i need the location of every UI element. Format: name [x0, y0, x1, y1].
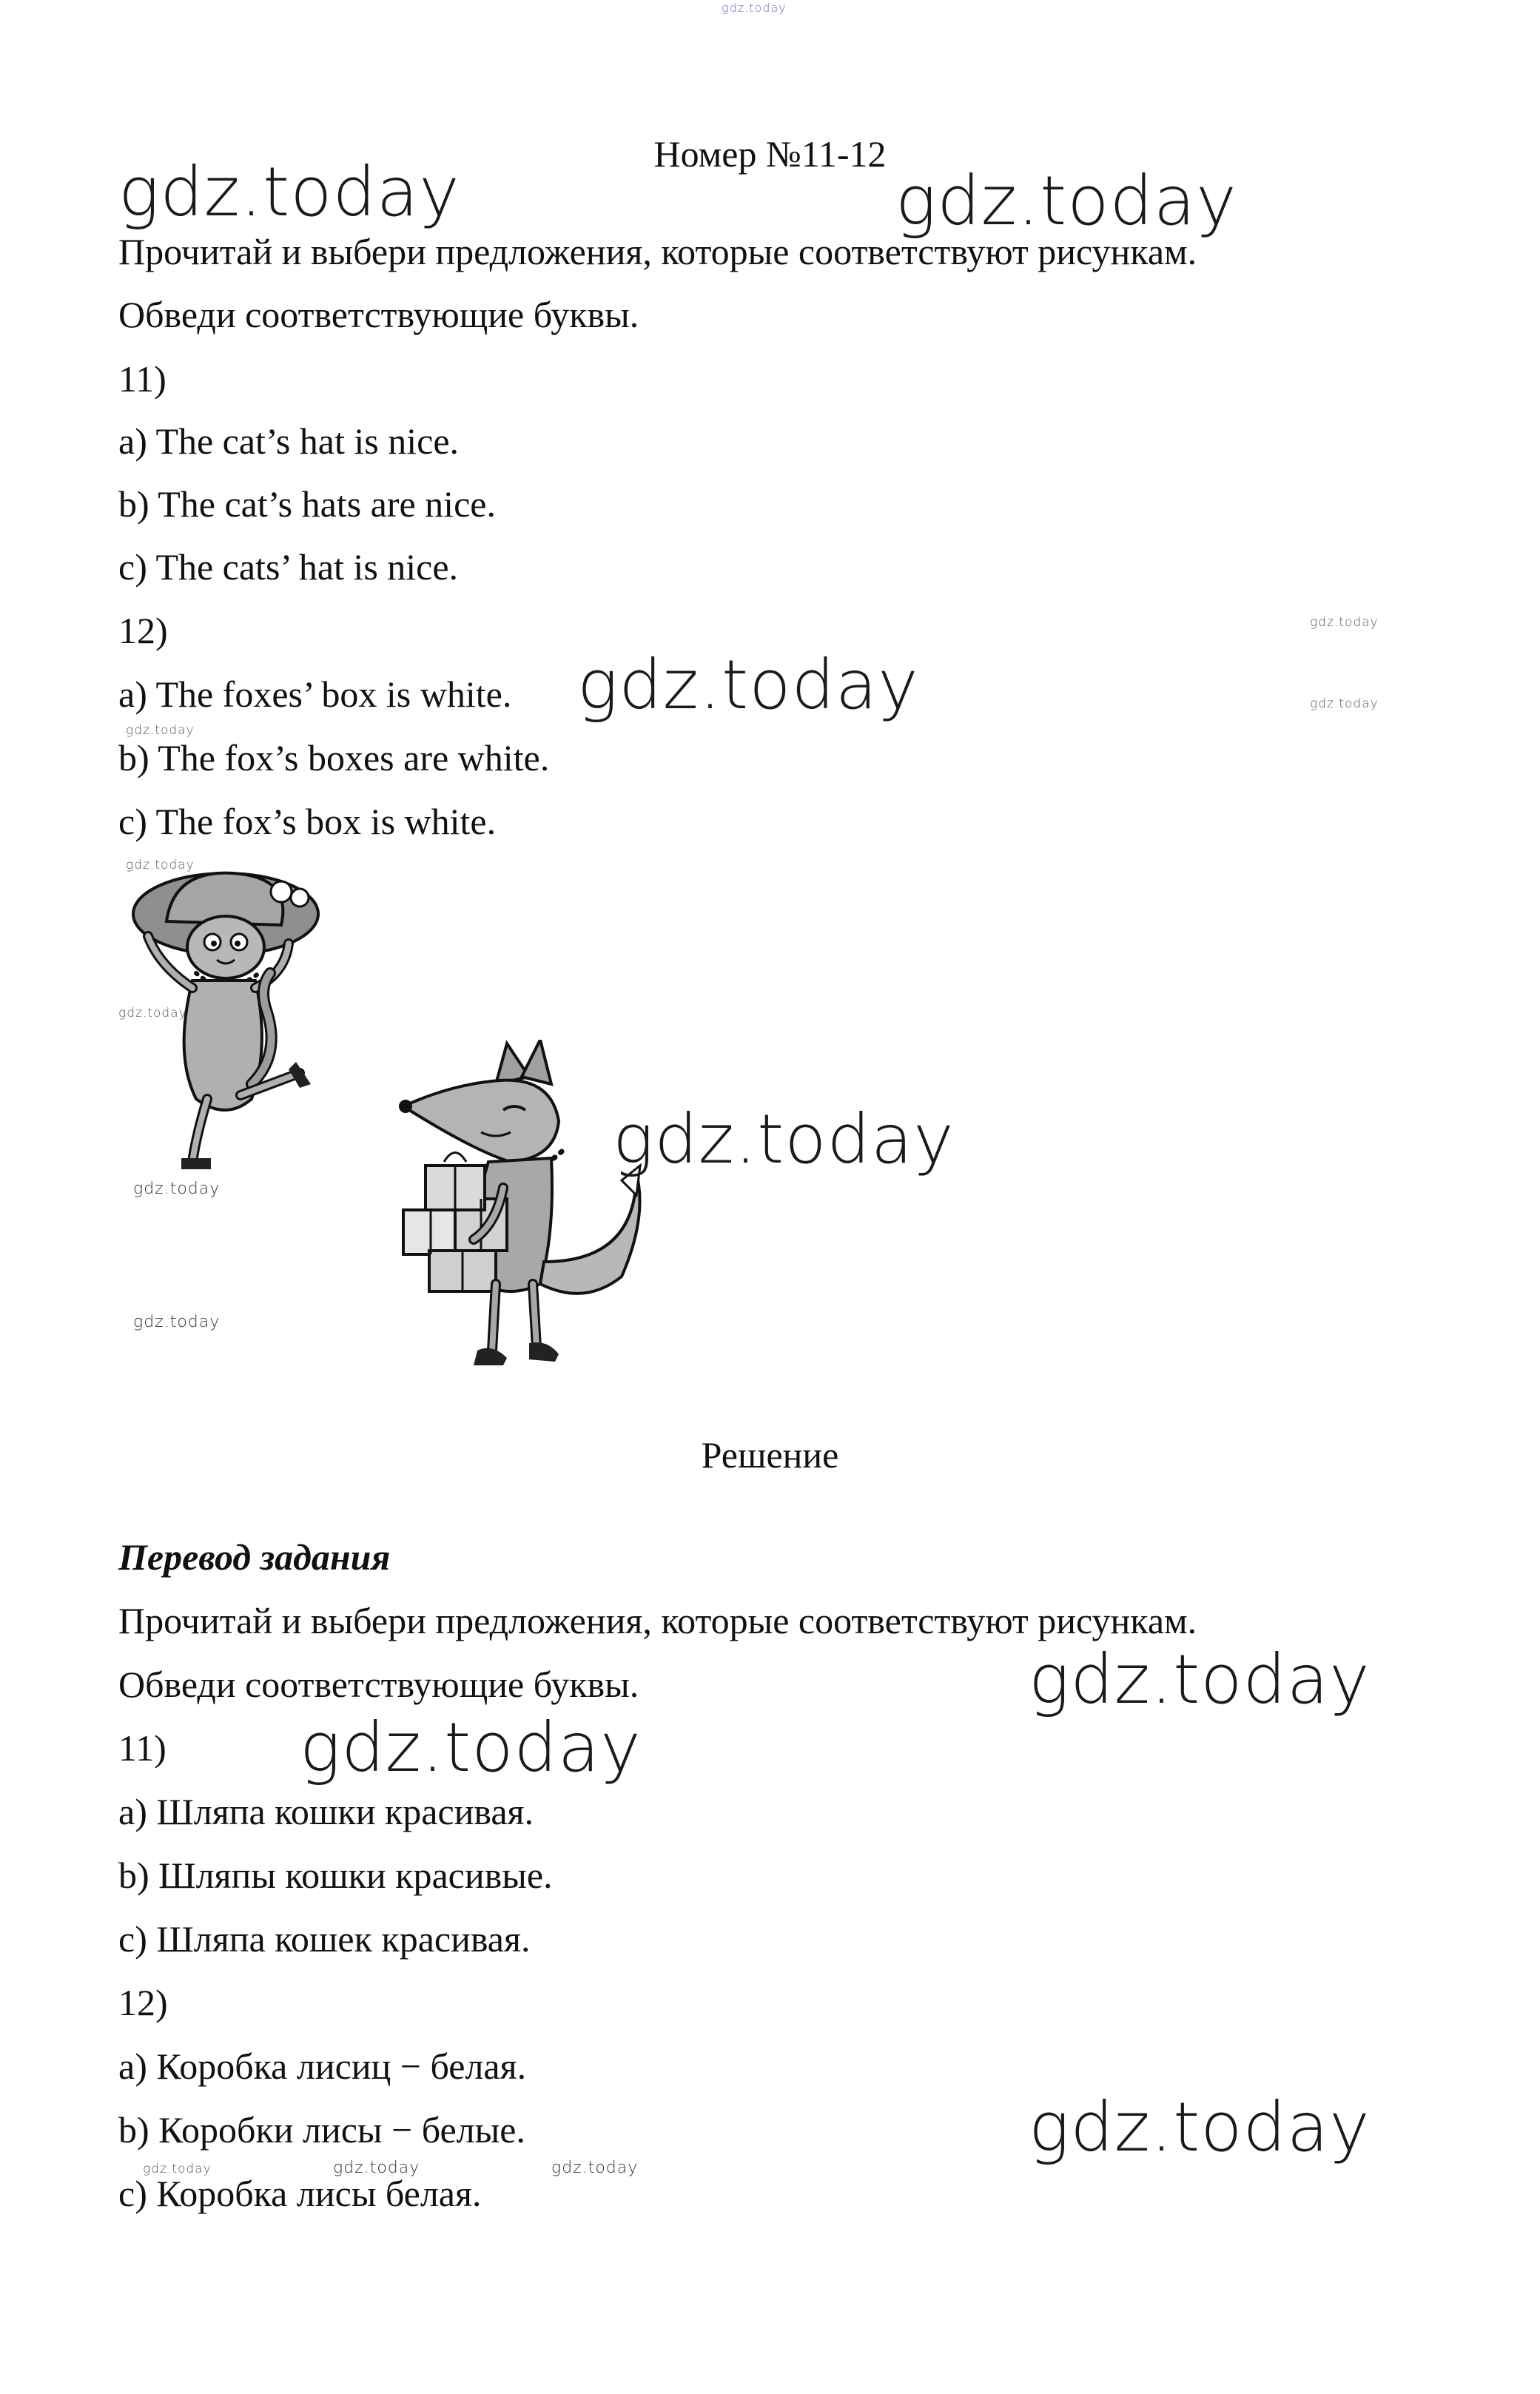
translation-question-12-option-c: c) Коробка лисы белая. — [118, 2173, 482, 2214]
translation-question-12-label: 12) — [118, 1982, 168, 2023]
translation-question-12-option-a: a) Коробка лисиц − белая. — [118, 2045, 527, 2087]
watermark: gdz.today — [613, 1100, 955, 1179]
watermark: gdz.today — [126, 858, 195, 872]
watermark: gdz.today — [1310, 615, 1379, 630]
translation-instruction-line-2: Обведи соответствующие буквы. — [118, 1664, 639, 1705]
watermark: gdz.today — [1029, 1640, 1371, 1719]
watermark-top: gdz.today — [722, 1, 787, 15]
question-12-option-c: c) The fox’s box is white. — [118, 801, 497, 842]
translation-instruction-line-1: Прочитай и выбери предложения, которые соответствуют рисункам. — [118, 1600, 1197, 1641]
translation-question-11-label: 11) — [118, 1727, 167, 1769]
translation-question-11-option-c: c) Шляпа кошек красивая. — [118, 1918, 531, 1960]
watermark: gdz.today — [1029, 2088, 1371, 2167]
question-11-option-b: b) The cat’s hats are nice. — [118, 483, 496, 525]
watermark: gdz.today — [895, 161, 1237, 241]
watermark: gdz.today — [333, 2159, 420, 2177]
watermark: gdz.today — [133, 1180, 221, 1198]
question-12-option-b: b) The fox’s boxes are white. — [118, 737, 550, 779]
watermark: gdz.today — [118, 1006, 187, 1021]
page-title: Номер №11-12 — [653, 133, 887, 175]
question-12-label: 12) — [118, 610, 168, 651]
translation-question-11-option-b: b) Шляпы кошки красивые. — [118, 1855, 553, 1896]
fox-with-gifts-icon — [392, 1040, 666, 1380]
translation-question-12-option-b: b) Коробки лисы − белые. — [118, 2109, 525, 2151]
question-11-option-a: a) The cat’s hat is nice. — [118, 420, 460, 462]
watermark: gdz.today — [1310, 696, 1379, 711]
question-12-option-a: a) The foxes’ box is white. — [118, 673, 512, 715]
watermark: gdz.today — [126, 723, 195, 738]
watermark: gdz.today — [577, 645, 919, 724]
solution-heading: Решение — [701, 1434, 839, 1476]
translation-heading: Перевод задания — [118, 1536, 391, 1578]
watermark: gdz.today — [118, 152, 460, 232]
watermark: gdz.today — [551, 2159, 639, 2177]
question-11-label: 11) — [118, 358, 167, 400]
instruction-line-1: Прочитай и выбери предложения, которые соответствуют рисункам. — [118, 231, 1197, 272]
watermark: gdz.today — [143, 2162, 212, 2176]
question-11-option-c: c) The cats’ hat is nice. — [118, 546, 459, 588]
instruction-line-2: Обведи соответствующие буквы. — [118, 294, 639, 335]
cat-in-hat-icon — [122, 862, 344, 1180]
watermark: gdz.today — [133, 1313, 221, 1331]
translation-question-11-option-a: a) Шляпа кошки красивая. — [118, 1791, 534, 1832]
watermark: gdz.today — [300, 1708, 642, 1787]
